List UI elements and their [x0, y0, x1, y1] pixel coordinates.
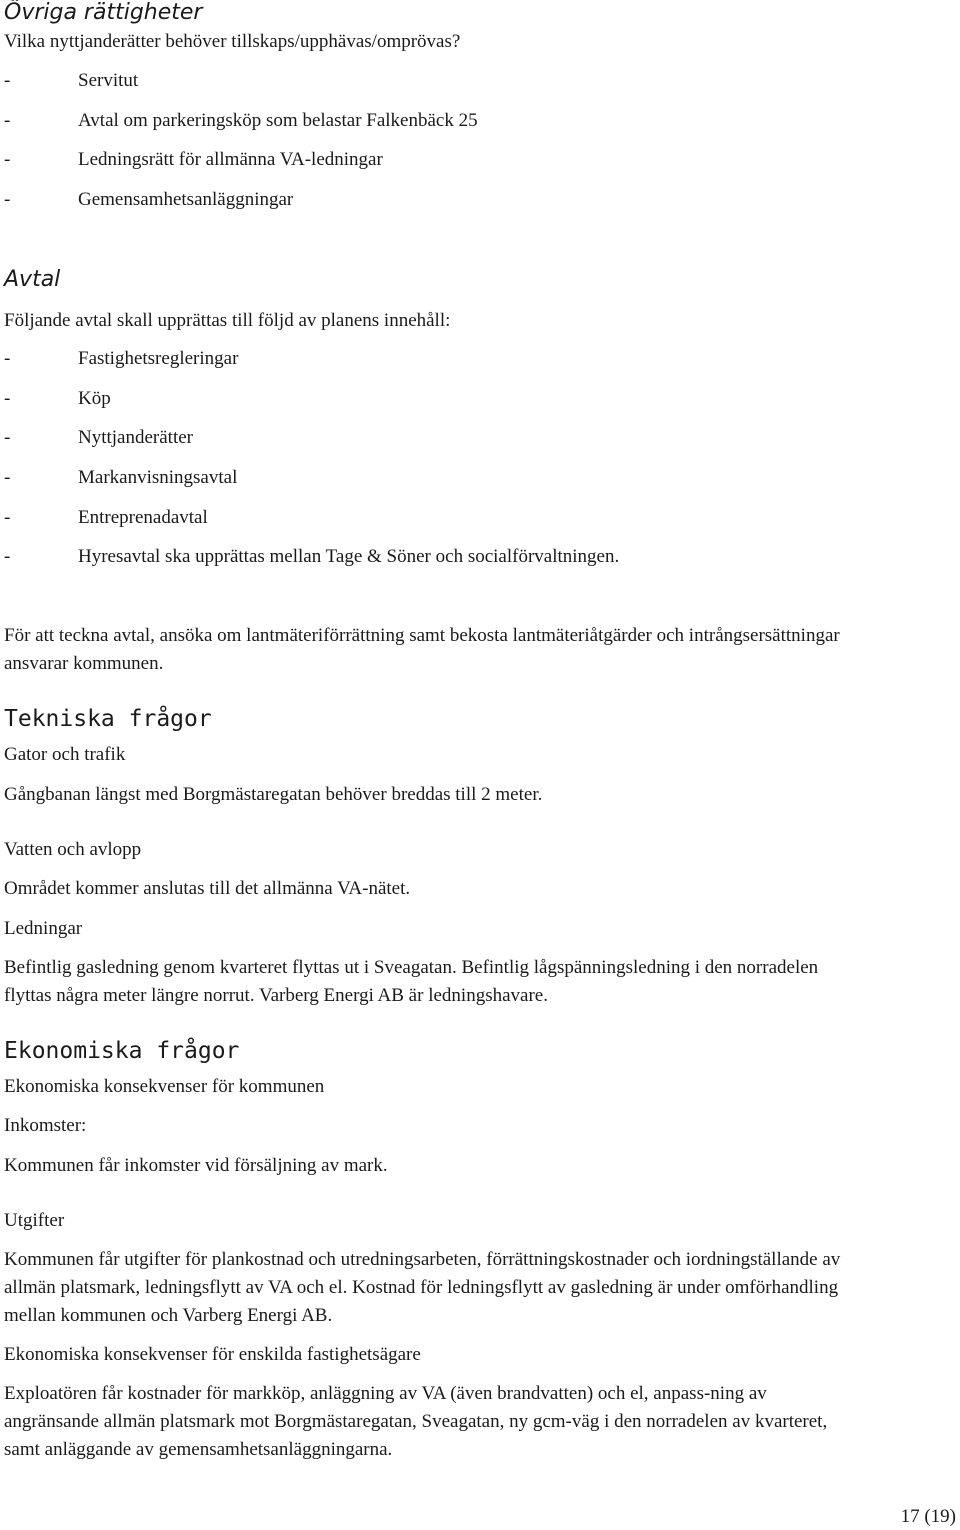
gator-text: Gångbanan längst med Borgmästaregatan behöver breddas till 2 meter. — [4, 784, 543, 805]
list-marker: - — [4, 467, 11, 488]
utgifter-text: Kommunen får utgifter för plankostnad och utredningsarbeten, förrättningskostnader och iordningställande av allmän platsmark, ledningsflytt av VA och el. Kostnad för ledningsflytt av gasledning är under omförhandling mellan kommunen och Varberg Energi AB. — [4, 1249, 841, 1326]
subheading-utgifter: Utgifter — [4, 1210, 65, 1231]
list-marker: - — [4, 149, 11, 170]
ledningar-text: Befintlig gasledning genom kvarteret flyttas ut i Sveagatan. Befintlig lågspänningsledning i den norradelen flyttas några meter längre norrut. Varberg Energi AB är ledningshavare. — [4, 957, 819, 1006]
list-marker: - — [4, 70, 11, 91]
list-marker: - — [4, 546, 11, 567]
list-marker: - — [4, 189, 11, 210]
list-marker: - — [4, 427, 11, 448]
inkomster-text: Kommunen får inkomster vid försäljning av mark. — [4, 1155, 388, 1176]
section-title-avtal: Avtal — [4, 267, 61, 292]
enskilda-text: Exploatören får kostnader för markköp, anläggning av VA (även brandvatten) och el, anpass-ning av angränsande allmän platsmark mot Borgmästaregatan, Sveagatan, ny gcm-väg i den norradelen av kvarteret, samt anläggande av gemensamhetsanläggningarna. — [4, 1383, 828, 1460]
subheading-ledningar: Ledningar — [4, 918, 83, 939]
ovriga-question: Vilka nyttjanderätter behöver tillskaps/upphävas/omprövas? — [4, 31, 461, 52]
avtal-paragraph: För att teckna avtal, ansöka om lantmäteriförrättning samt bekosta lantmäteriåtgärder och intrångsersättningar ansvarar kommunen. — [4, 625, 840, 674]
list-marker: - — [4, 388, 11, 409]
list-marker: - — [4, 507, 11, 528]
list-marker: - — [4, 110, 11, 131]
document-page: Övriga rättigheter Vilka nyttjanderätter behöver tillskaps/upphävas/omprövas? - Servitut - Avtal om parkeringsköp som belastar Falkenbäck 25 - Ledningsrätt för allmänna VA-ledningar - Gemensamhetsanläggningar Avtal Följande avtal skall upprättas till följd av planens innehåll: - Fastighetsregleringar - Köp - Nyttjanderätter - Markanvisningsavtal - Entreprenadavtal - Hyresavtal ska upprättas mellan Tage & Söner och socialförvaltningen. För att teckna avtal, ansöka om lantmäteriförrättning samt bekosta lantmäteriåtgärder och intrångsersättningar ansvarar kommunen. Tekniska frågor Gator och trafik Gångbanan längst med Borgmästaregatan behöver breddas till 2 meter. Vatten och avlopp Området kommer anslutas till det allmänna VA-nätet. Ledningar Befintlig gasledning genom kvarteret flyttas ut i Sveagatan. Befintlig lågspänningsledning i den norradelen flyttas några meter längre norrut. Varberg Energi AB är ledningshavare. Ekonomiska frågor Ekonomiska konsekvenser för kommunen Inkomster: Kommunen får inkomster vid försäljning av mark. Utgifter Kommunen får utgifter för plankostnad och utredningsarbeten, förrättningskostnader och iordningställande av allmän platsmark, ledningsflytt av VA och el. Kostnad för ledningsflytt av gasledning är under omförhandling mellan kommunen och Varberg Energi AB. Ekonomiska konsekvenser för enskilda fastighetsägare Exploatören får kostnader för markköp, anläggning av VA (även brandvatten) och el, anpass-ning av angränsande allmän platsmark mot Borgmästaregatan, Sveagatan, ny gcm-väg i den norradelen av kvarteret, samt anläggande av gemensamhetsanläggningarna. 17 (19) — [4, 0, 956, 1527]
subheading-inkomster: Inkomster: — [4, 1115, 87, 1136]
section-title-ovriga-rattigheter: Övriga rättigheter — [4, 0, 203, 25]
subheading-konsekvenser-kommunen: Ekonomiska konsekvenser för kommunen — [4, 1076, 325, 1097]
list-marker: - — [4, 348, 11, 369]
page-number: 17 (19) — [900, 1506, 956, 1527]
vatten-text: Området kommer anslutas till det allmänna VA-nätet. — [4, 878, 411, 899]
subheading-konsekvenser-enskilda: Ekonomiska konsekvenser för enskilda fastighetsägare — [4, 1344, 421, 1365]
subheading-vatten-och-avlopp: Vatten och avlopp — [4, 839, 142, 860]
section-title-tekniska-fragor: Tekniska frågor — [4, 706, 212, 732]
section-title-ekonomiska-fragor: Ekonomiska frågor — [4, 1038, 240, 1064]
avtal-intro: Följande avtal skall upprättas till följd av planens innehåll: — [4, 310, 451, 331]
subheading-gator-och-trafik: Gator och trafik — [4, 744, 126, 765]
